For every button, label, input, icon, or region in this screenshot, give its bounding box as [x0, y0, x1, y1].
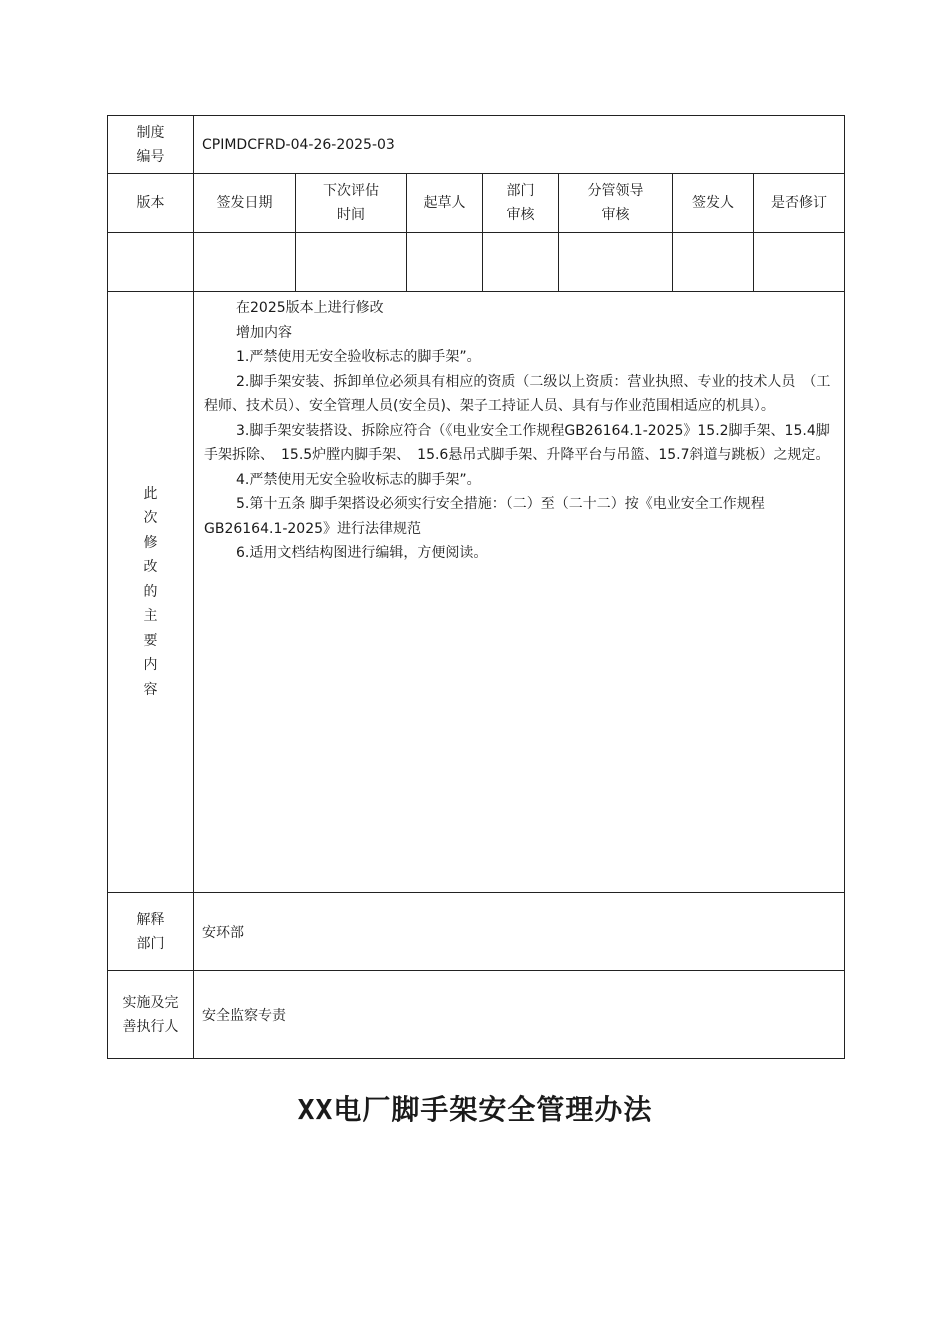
header-leader-review-line-1: 分管领导 — [587, 183, 644, 199]
header-signer: 签发人 — [673, 174, 754, 233]
header-leader-review — [559, 174, 673, 233]
header-dept-review-line-1: 部门 — [506, 183, 535, 199]
header-dept-review-line-2: 审核 — [506, 207, 535, 223]
interpret-label-line-1: 解释 — [136, 911, 165, 928]
changes-label-char: 的 — [143, 583, 158, 600]
changes-label-char: 容 — [143, 681, 158, 698]
header-revised: 是否修订 — [754, 174, 845, 233]
changes-label-char: 此 — [143, 485, 158, 502]
blank-cell — [559, 233, 673, 292]
blank-cell — [673, 233, 754, 292]
code-label-line-2: 编号 — [136, 148, 165, 165]
change-line: 4.严禁使用无安全验收标志的脚手架”。 — [236, 471, 481, 488]
change-line: 在2025版本上进行修改 — [236, 300, 384, 316]
change-line: 6.适用文档结构图进行编辑，方便阅读。 — [236, 545, 488, 561]
header-issue-date: 签发日期 — [194, 174, 296, 233]
changes-label-char: 修 — [143, 534, 158, 551]
blank-entry-row — [108, 233, 845, 292]
header-leader-review-line-2: 审核 — [601, 207, 630, 223]
change-line: 3.脚手架安装搭设、拆除应符合（《电业安全工作规程GB26164.1-2025》15.2脚手架、15.4脚手架拆除、 15.5炉膛内脚手架、 15.6悬吊式脚手架、升降平台与吊篮、15.7斜道与跳板）之规定。 — [204, 422, 830, 463]
blank-cell — [754, 233, 845, 292]
document-title: XX电厂脚手架安全管理办法 — [297, 1093, 653, 1126]
executor-label-line-1: 实施及完 — [122, 994, 179, 1011]
changes-label-char: 主 — [143, 608, 158, 625]
executor-value: 安全监察专责 — [194, 971, 845, 1059]
code-label-cell — [108, 116, 194, 174]
code-label-line-1: 制度 — [136, 124, 165, 141]
changes-label-char: 改 — [143, 559, 158, 576]
code-value: CPIMDCFRD-04-26-2025-03 — [194, 116, 845, 174]
executor-label-line-2: 善执行人 — [122, 1018, 179, 1035]
changes-label-cell — [108, 292, 194, 893]
changes-label-char: 次 — [143, 510, 158, 527]
interpret-label-cell — [108, 893, 194, 971]
blank-cell — [194, 233, 296, 292]
revision-control-table — [107, 115, 845, 1059]
executor-label-cell — [108, 971, 194, 1059]
header-drafter: 起草人 — [407, 174, 483, 233]
header-next-eval-line-2: 时间 — [337, 207, 365, 223]
change-line: 2.脚手架安装、拆卸单位必须具有相应的资质（二级以上资质：营业执照、专业的技术人员 （工程师、技术员）、安全管理人员(安全员)、架子工持证人员、具有与作业范围相适应的机具）。 — [204, 373, 831, 414]
interpret-value: 安环部 — [194, 893, 845, 971]
blank-cell — [407, 233, 483, 292]
change-line: 增加内容 — [236, 324, 292, 341]
changes-label-char: 要 — [143, 632, 158, 649]
blank-cell — [296, 233, 407, 292]
changes-label-char: 内 — [143, 657, 158, 674]
change-line: 5.第十五条 脚手架搭设必须实行安全措施：（二）至（二十二）按《电业安全工作规程GB26164.1-2025》进行法律规范 — [204, 496, 765, 537]
header-next-eval-line-1: 下次评估 — [323, 183, 379, 199]
blank-cell — [483, 233, 559, 292]
header-next-eval — [296, 174, 407, 233]
changes-content — [194, 292, 845, 893]
header-version: 版本 — [108, 174, 194, 233]
change-line: 1.严禁使用无安全验收标志的脚手架”。 — [236, 349, 481, 365]
header-dept-review — [483, 174, 559, 233]
blank-cell — [108, 233, 194, 292]
interpret-label-line-2: 部门 — [136, 935, 165, 952]
